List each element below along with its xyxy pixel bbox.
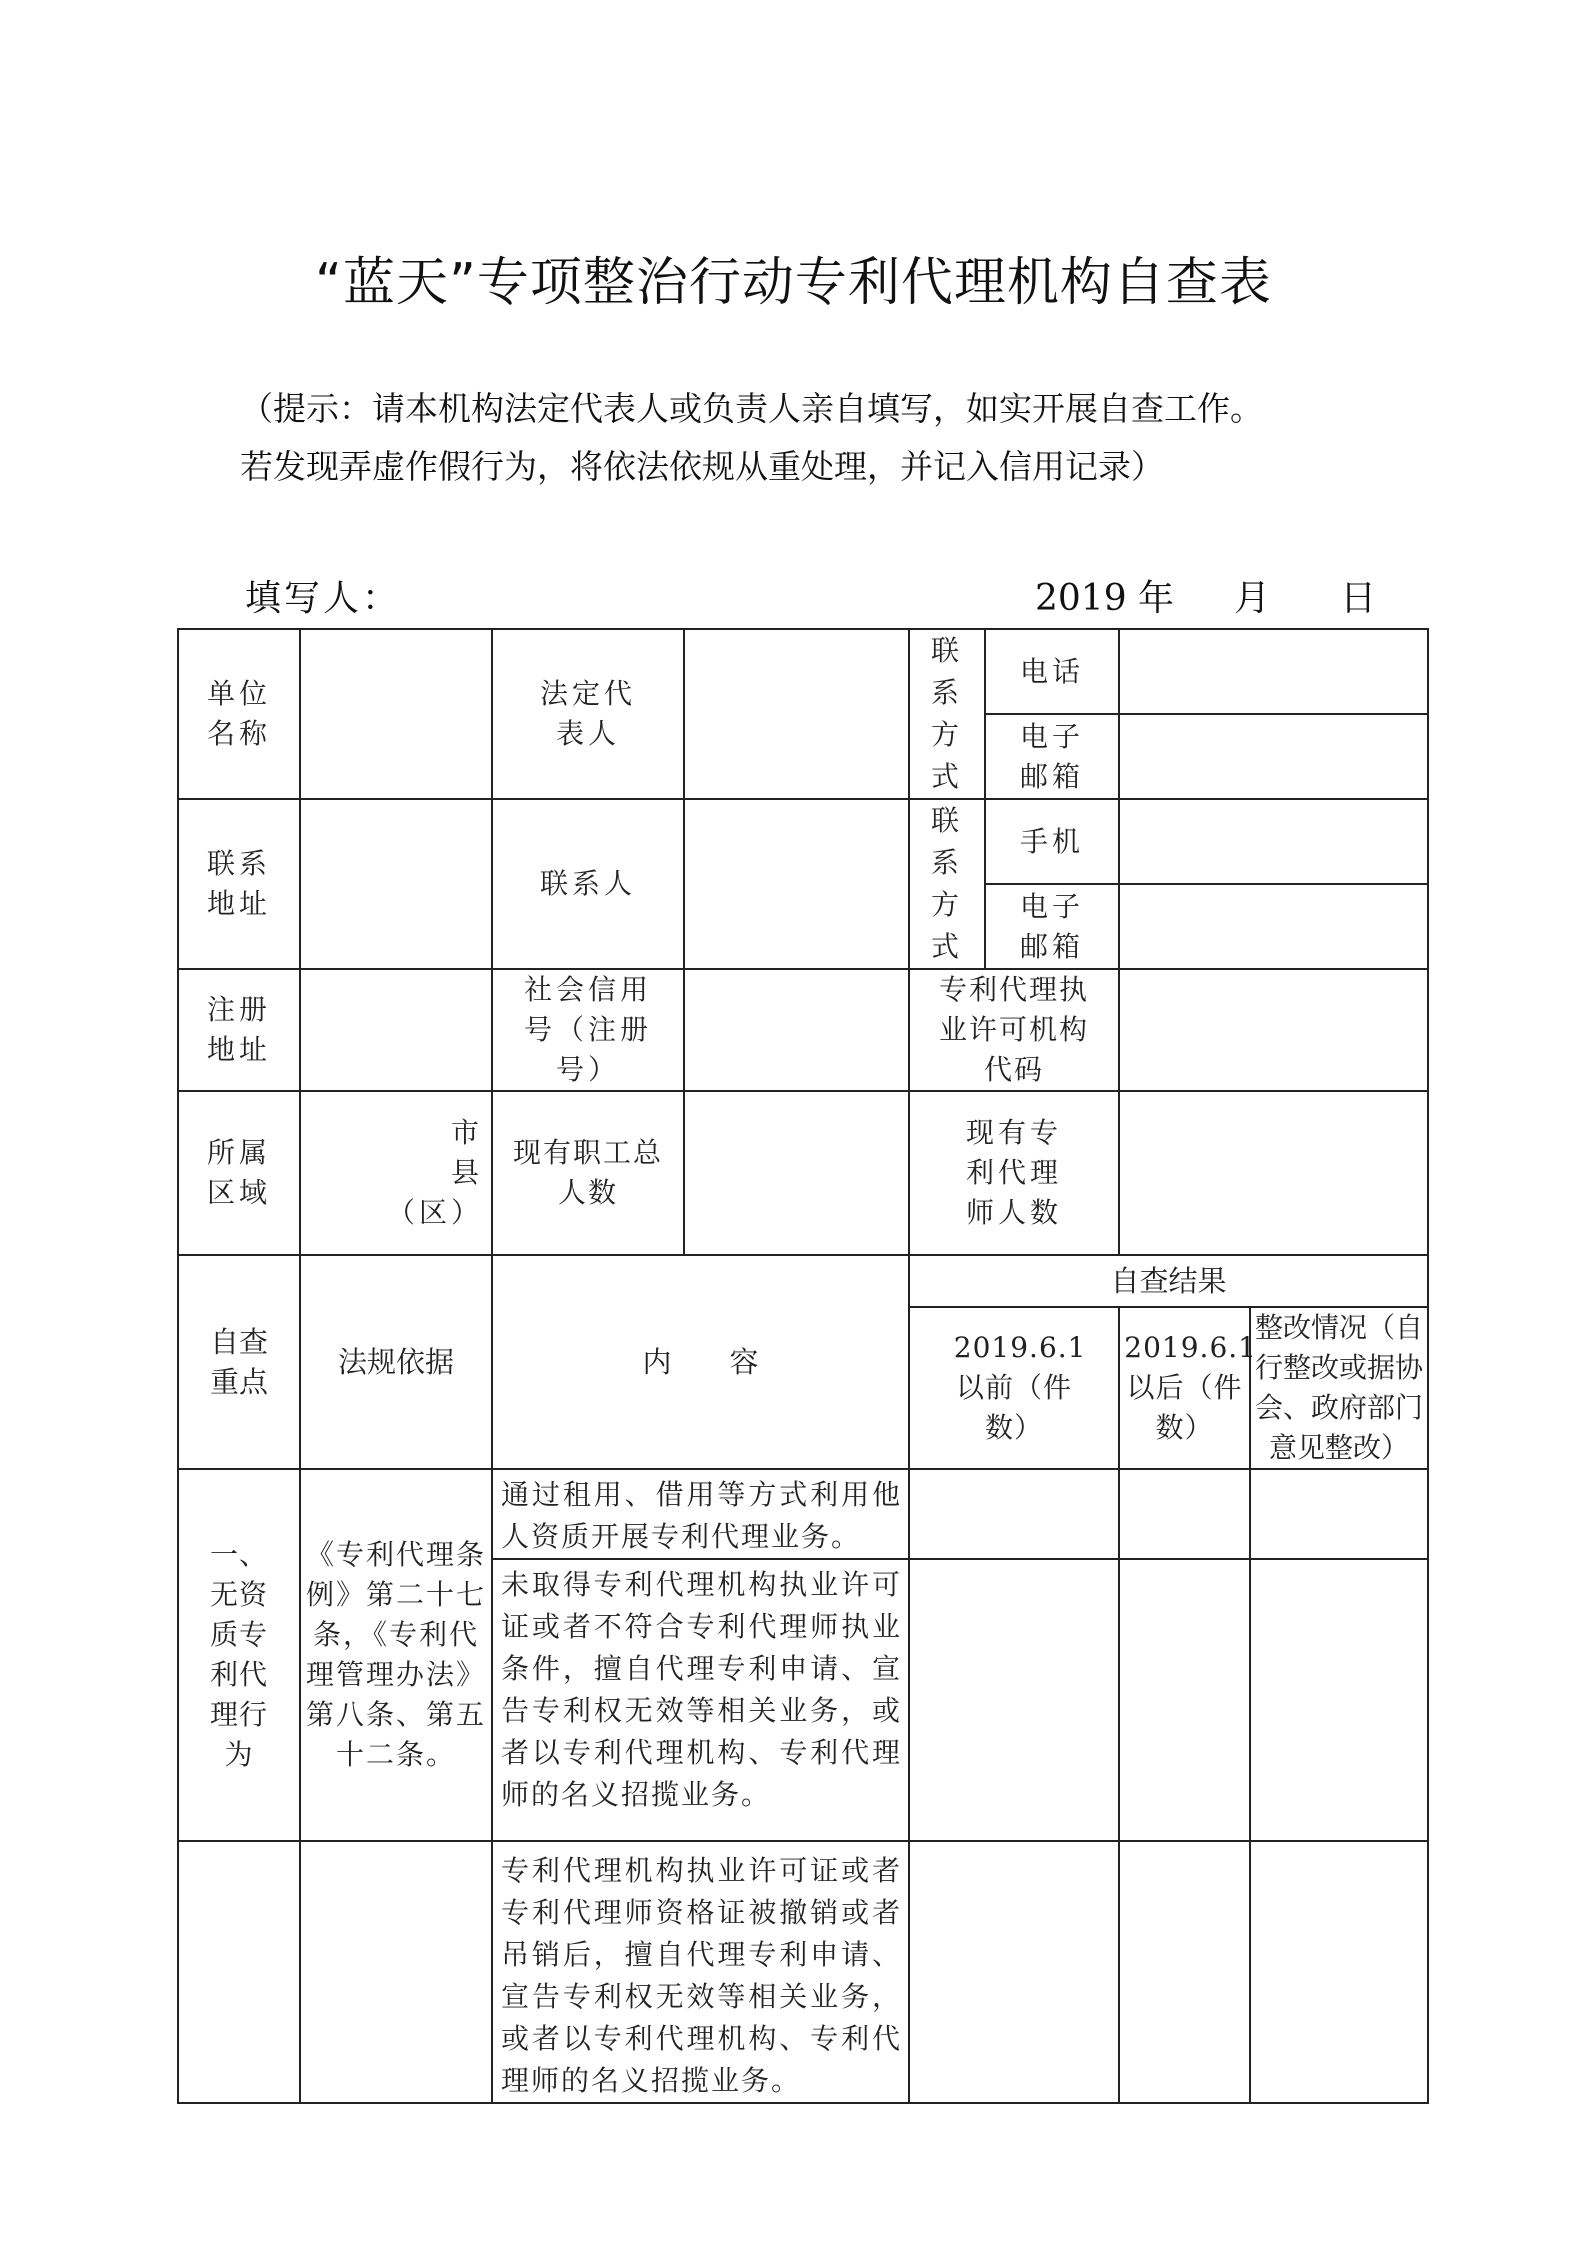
label-contact-person: 联系人 [492,799,684,969]
item1-c-legal-basis [300,1841,492,2103]
reg-address-field[interactable] [300,969,492,1091]
address-field[interactable] [300,799,492,969]
header-before: 2019.6.1以前（件数） [909,1307,1119,1469]
label-email-1: 电子邮箱 [985,714,1119,799]
label-reg-address: 注册地址 [178,969,300,1091]
item1-b-rectify-field[interactable] [1250,1559,1428,1841]
item1-a-before-field[interactable] [909,1469,1119,1559]
label-phone: 电话 [985,629,1119,714]
agent-count-field[interactable] [1119,1091,1428,1255]
item1-b-after-field[interactable] [1119,1559,1250,1841]
item1-content-c: 专利代理机构执业许可证或者专利代理师资格证被撤销或者吊销后，擅自代理专利申请、宣告专利权无效等相关业务，或者以专利代理机构、专利代理师的名义招揽业务。 [492,1841,909,2103]
page-title: “蓝天”专项整治行动专利代理机构自查表 [315,253,1272,313]
hint-line-1: （提示：请本机构法定代表人或负责人亲自填写，如实开展自查工作。 [240,389,1263,428]
label-contact-method-1: 联系方式 [909,629,985,799]
item1-a-rectify-field[interactable] [1250,1469,1428,1559]
staff-total-field[interactable] [684,1091,909,1255]
header-content: 内 容 [492,1255,909,1469]
label-credit-no: 社会信用号（注册号） [492,969,684,1091]
mobile-field[interactable] [1119,799,1428,884]
item1-check-point: 一、无资质专利代理行为 [178,1469,300,1841]
email-field-2[interactable] [1119,884,1428,969]
hint-line-2: 若发现弄虚作假行为，将依法依规从重处理，并记入信用记录） [240,447,1164,486]
credit-no-field[interactable] [684,969,909,1091]
date-line [1035,570,1376,621]
label-legal-rep: 法定代表人 [492,629,684,799]
item1-c-after-field[interactable] [1119,1841,1250,2103]
label-region: 所属区域 [178,1091,300,1255]
contact-person-field[interactable] [684,799,909,969]
item1-c-before-field[interactable] [909,1841,1119,2103]
label-license-code: 专利代理执业许可机构代码 [909,969,1119,1091]
filler-label: 填写人： [245,578,402,619]
header-rectify: 整改情况（自行整改或据协会、政府部门意见整改） [1250,1307,1428,1469]
header-legal-basis: 法规依据 [300,1255,492,1469]
label-mobile: 手机 [985,799,1119,884]
label-contact-method-2: 联系方式 [909,799,985,969]
header-check-point: 自查重点 [178,1255,300,1469]
item1-b-before-field[interactable] [909,1559,1119,1841]
legal-rep-field[interactable] [684,629,909,799]
header-after: 2019.6.1以后（件数） [1119,1307,1250,1469]
region-city-county [301,1113,491,1233]
item1-content-b: 未取得专利代理机构执业许可证或者不符合专利代理师执业条件，擅自代理专利申请、宣告专利权无效等相关业务，或者以专利代理机构、专利代理师的名义招揽业务。 [492,1559,909,1841]
date-day: 日 [1340,578,1377,619]
region-field[interactable] [300,1091,492,1255]
item1-c-rectify-field[interactable] [1250,1841,1428,2103]
label-unit-name: 单位名称 [178,629,300,799]
label-city: 市 [450,1116,483,1149]
item1-content-a: 通过租用、借用等方式利用他人资质开展专利代理业务。 [492,1469,909,1559]
label-agent-count: 现有专利代理师人数 [909,1091,1119,1255]
hint-note [240,380,1390,496]
date-year: 2019 年 [1035,578,1175,619]
self-check-table [177,628,1429,2104]
header-self-check-result: 自查结果 [909,1255,1428,1307]
label-address: 联系地址 [178,799,300,969]
item1-legal-basis: 《专利代理条例》第二十七条，《专利代理管理办法》第八条、第五十二条。 [300,1469,492,1841]
phone-field[interactable] [1119,629,1428,714]
unit-name-field[interactable] [300,629,492,799]
label-staff-total: 现有职工总人数 [492,1091,684,1255]
item1-a-after-field[interactable] [1119,1469,1250,1559]
label-district: （区） [386,1196,483,1229]
email-field-1[interactable] [1119,714,1428,799]
item1-c-check-point [178,1841,300,2103]
license-code-field[interactable] [1119,969,1428,1091]
date-month: 月 [1234,578,1271,619]
label-county: 县 [450,1156,483,1189]
label-email-2: 电子邮箱 [985,884,1119,969]
